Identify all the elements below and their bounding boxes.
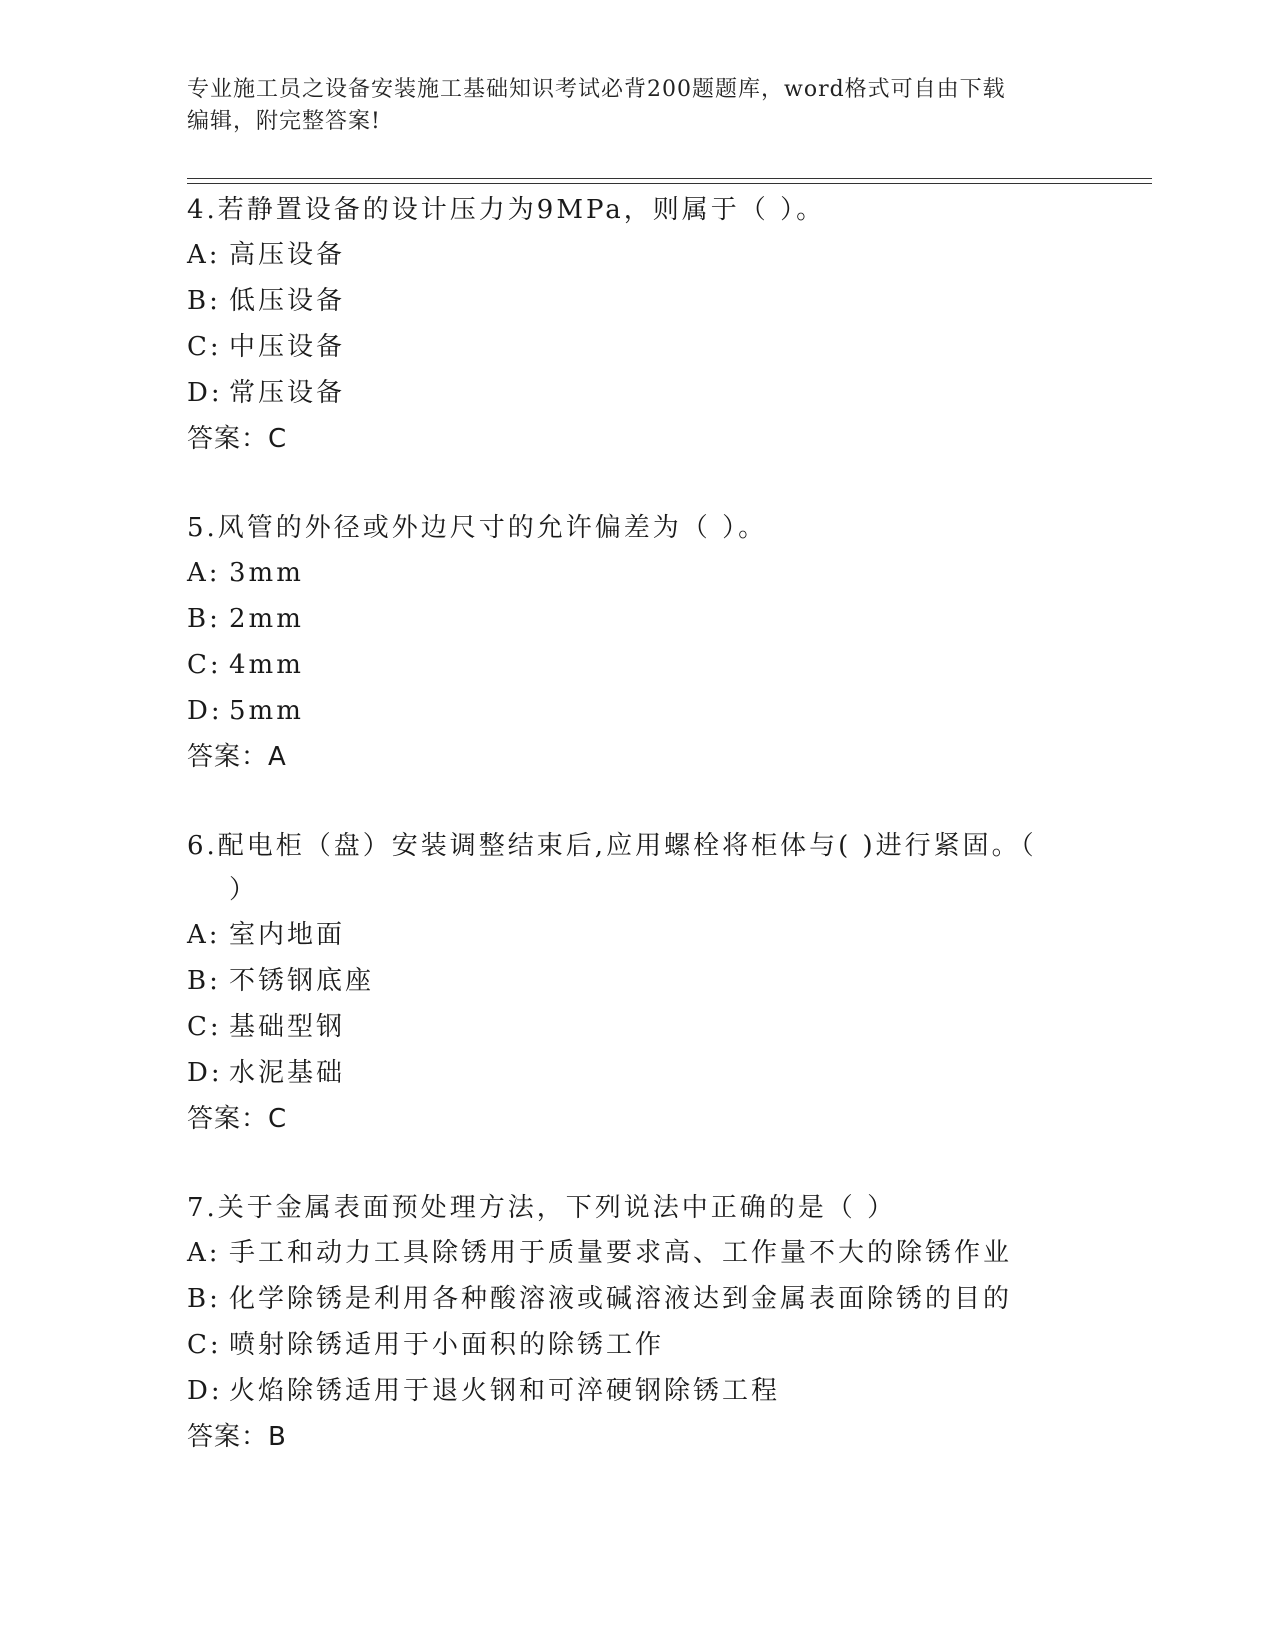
question-stem-text: 5.风管的外径或外边尺寸的允许偏差为（ ）。	[187, 513, 768, 543]
option-a	[187, 232, 1087, 278]
option-d	[187, 370, 1087, 416]
question-stem-continuation: ）	[229, 875, 259, 905]
option-text: 火焰除锈适用于退火钢和可淬硬钢除锈工程	[229, 1376, 781, 1406]
option-text: 基础型钢	[229, 1012, 346, 1042]
option-c	[187, 1004, 1087, 1050]
header-divider-top	[187, 178, 1152, 179]
option-text: 中压设备	[229, 332, 346, 362]
option-letter: A:	[187, 1238, 221, 1268]
option-d	[187, 1050, 1087, 1096]
option-letter: C:	[187, 332, 222, 362]
question-5	[187, 506, 1087, 780]
option-a	[187, 912, 1087, 958]
question-4	[187, 188, 1087, 462]
option-text: 5mm	[229, 696, 304, 726]
option-letter: D:	[187, 696, 223, 726]
option-a	[187, 1230, 1087, 1276]
option-text: 不锈钢底座	[229, 966, 375, 996]
option-letter: D:	[187, 1376, 223, 1406]
question-stem-text: 4.若静置设备的设计压力为9MPa，则属于（ ）。	[187, 195, 826, 225]
option-letter: D:	[187, 1058, 223, 1088]
option-text: 常压设备	[229, 378, 346, 408]
question-list	[187, 188, 1087, 1504]
option-text: 水泥基础	[229, 1058, 346, 1088]
answer: 答案：B	[187, 1422, 287, 1452]
option-c	[187, 324, 1087, 370]
answer: 答案：A	[187, 742, 287, 772]
option-text: 低压设备	[229, 286, 346, 316]
question-7	[187, 1186, 1087, 1460]
document-header	[187, 74, 1067, 138]
option-letter: B:	[187, 604, 221, 634]
option-letter: B:	[187, 286, 221, 316]
option-b	[187, 596, 1087, 642]
option-text: 3mm	[229, 558, 304, 588]
option-letter: C:	[187, 650, 222, 680]
option-d	[187, 1368, 1087, 1414]
header-line-1: 专业施工员之设备安装施工基础知识考试必背200题题库，word格式可自由下载	[187, 77, 1006, 102]
option-letter: D:	[187, 378, 223, 408]
option-b	[187, 1276, 1087, 1322]
option-letter: C:	[187, 1330, 222, 1360]
option-c	[187, 642, 1087, 688]
option-b	[187, 958, 1087, 1004]
option-letter: B:	[187, 1284, 221, 1314]
option-c	[187, 1322, 1087, 1368]
answer: 答案：C	[187, 1104, 288, 1134]
question-stem-text: 7.关于金属表面预处理方法，下列说法中正确的是（ ）	[187, 1193, 897, 1223]
option-letter: A:	[187, 920, 221, 950]
question-stem	[187, 188, 1087, 232]
question-stem	[187, 506, 1087, 550]
question-6	[187, 824, 1087, 1142]
header-line-2: 编辑，附完整答案!	[187, 109, 381, 134]
option-letter: B:	[187, 966, 221, 996]
option-text: 高压设备	[229, 240, 346, 270]
question-stem	[187, 824, 1087, 912]
option-text: 2mm	[229, 604, 304, 634]
option-text: 手工和动力工具除锈用于质量要求高、工作量不大的除锈作业	[229, 1238, 1013, 1268]
option-text: 4mm	[229, 650, 304, 680]
option-a	[187, 550, 1087, 596]
option-d	[187, 688, 1087, 734]
question-stem-text: 6.配电柜（盘）安装调整结束后,应用螺栓将柜体与( )进行紧固。（	[187, 831, 1037, 861]
header-divider-bottom	[187, 183, 1152, 184]
option-text: 化学除锈是利用各种酸溶液或碱溶液达到金属表面除锈的目的	[229, 1284, 1013, 1314]
option-text: 室内地面	[229, 920, 346, 950]
option-letter: C:	[187, 1012, 222, 1042]
option-text: 喷射除锈适用于小面积的除锈工作	[229, 1330, 665, 1360]
question-stem	[187, 1186, 1087, 1230]
option-b	[187, 278, 1087, 324]
option-letter: A:	[187, 558, 221, 588]
answer: 答案：C	[187, 424, 288, 454]
option-letter: A:	[187, 240, 221, 270]
